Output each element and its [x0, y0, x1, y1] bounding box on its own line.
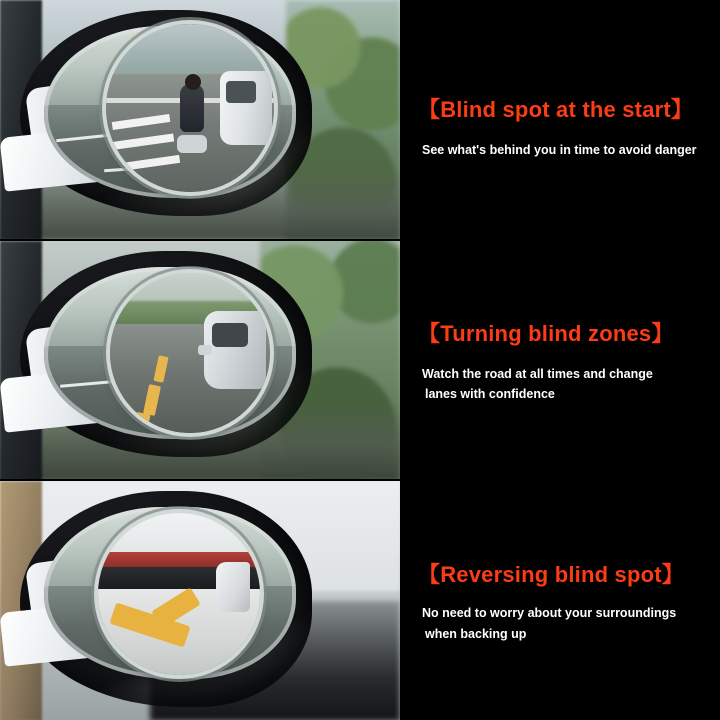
reflected-wheel [216, 562, 250, 612]
subtext [418, 364, 698, 405]
feature-panel-blind-spot-start [0, 0, 720, 239]
subtext [418, 140, 698, 161]
subtext-line-2: when backing up [425, 626, 527, 641]
side-mirror-assembly [2, 247, 322, 475]
subtext-line-1: See what's behind you in time to avoid danger [422, 143, 697, 158]
round-mirror-reflection [106, 24, 274, 192]
round-convex-blind-spot-mirror [110, 273, 270, 433]
subtext-line-1: No need to worry about your surroundings [422, 606, 677, 621]
headline: 【Turning blind zones】 [418, 320, 674, 346]
reflected-silver-car [204, 311, 266, 389]
subtext-line-1: Watch the road at all times and change [422, 366, 653, 381]
reflected-bicycle [177, 135, 207, 153]
photo-blind-spot-start [0, 0, 400, 239]
reflected-rider-body [180, 84, 204, 132]
car-side-mirror [198, 345, 212, 355]
feature-panel-reversing-blind-spot [0, 479, 720, 720]
headline: 【Blind spot at the start】 [418, 97, 694, 123]
feature-panel-turning-blind-zones [0, 239, 720, 480]
copy-turning-blind-zones [400, 241, 720, 480]
copy-reversing-blind-spot [400, 481, 720, 720]
subtext [418, 603, 698, 644]
subtext-line-2: lanes with confidence [425, 387, 555, 402]
copy-blind-spot-start [400, 0, 720, 239]
round-convex-blind-spot-mirror [106, 24, 274, 192]
car-window [212, 323, 248, 347]
photo-reversing-blind-spot [0, 481, 400, 720]
reflected-white-car [220, 71, 272, 145]
round-convex-blind-spot-mirror [98, 513, 260, 675]
side-mirror-assembly [2, 6, 322, 234]
photo-turning-blind-zones [0, 241, 400, 480]
round-mirror-reflection [98, 513, 260, 675]
headline: 【Reversing blind spot】 [418, 562, 684, 588]
side-mirror-assembly [2, 481, 322, 709]
car-window [226, 81, 256, 103]
round-mirror-reflection [110, 273, 270, 433]
